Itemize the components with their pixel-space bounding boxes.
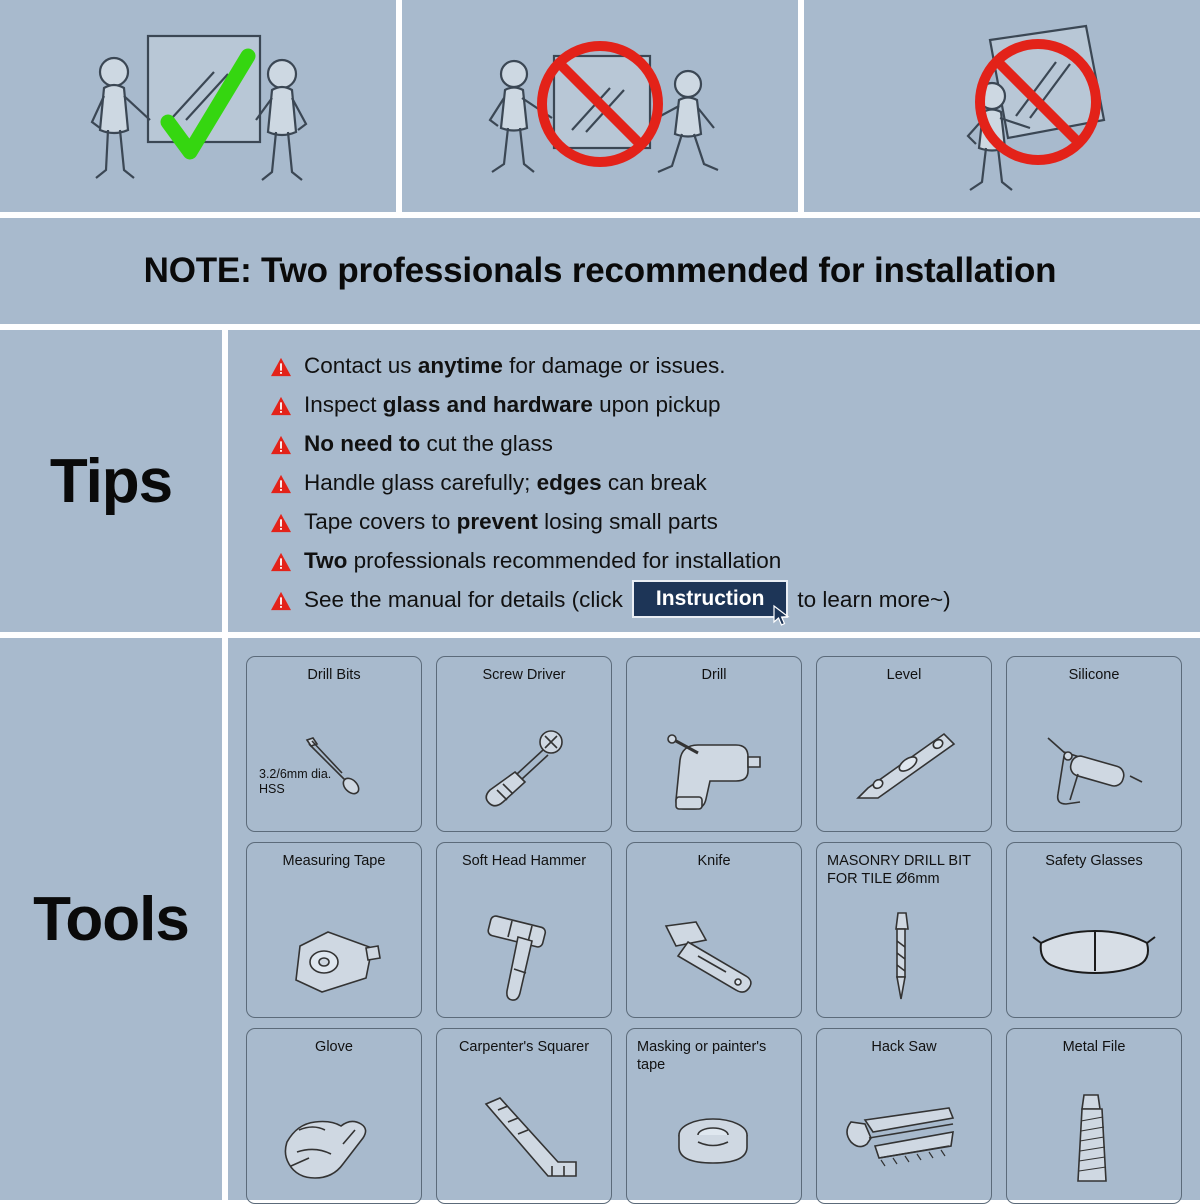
tool-card-drill-bits <box>246 656 422 832</box>
tip-text-pre: Inspect <box>304 391 383 417</box>
tips-label: Tips <box>49 446 173 516</box>
tip-text-post: losing small parts <box>537 508 718 534</box>
tool-card-metal-file <box>1006 1028 1182 1204</box>
safety-glasses-icon <box>1007 899 1181 1011</box>
tools-section <box>0 638 1200 1200</box>
tool-title: Drill <box>701 667 727 683</box>
list-item-instruction <box>270 580 1180 619</box>
instruction-tip-post: to learn more~) <box>797 586 951 612</box>
tools-grid-cell <box>228 638 1200 1200</box>
tip-text-post: for damage or issues. <box>502 352 726 378</box>
instruction-tip-pre: See the manual for details (click <box>304 586 623 612</box>
two-person-drag-illustration <box>402 0 798 212</box>
hack-saw-icon <box>817 1085 991 1197</box>
tip-text-post: professionals recommended for installation <box>347 547 782 573</box>
tips-section <box>0 330 1200 632</box>
masking-tape-icon <box>627 1085 801 1197</box>
tip-text-bold: No need to <box>304 430 421 456</box>
warning-icon <box>270 474 292 494</box>
tool-title: Screw Driver <box>482 667 566 683</box>
illustration-panel-row <box>0 0 1200 212</box>
tip-text-post: cut the glass <box>420 430 553 456</box>
note-text: NOTE: Two professionals recommended for installation <box>143 251 1057 290</box>
tool-title: MASONRY DRILL BIT FOR TILE Ø6mm <box>827 853 971 888</box>
tip-text-bold: glass and hardware <box>382 391 593 417</box>
tool-title: Metal File <box>1062 1039 1126 1055</box>
carpenter-square-icon <box>437 1085 611 1197</box>
spirit-level-icon <box>817 713 991 825</box>
tip-text-pre: Handle glass carefully; <box>304 469 537 495</box>
two-person-carry-illustration <box>0 0 396 212</box>
tool-title: Carpenter's Squarer <box>458 1039 590 1055</box>
power-drill-icon <box>627 713 801 825</box>
warning-icon <box>270 435 292 455</box>
masonry-drill-bit-icon <box>817 899 991 1011</box>
tools-label: Tools <box>33 884 189 954</box>
instruction-button-label: Instruction <box>655 586 765 610</box>
list-item <box>270 502 1180 541</box>
list-item <box>270 385 1180 424</box>
tool-card-hack-saw <box>816 1028 992 1204</box>
tool-title: Safety Glasses <box>1045 853 1143 869</box>
warning-icon <box>270 513 292 533</box>
metal-file-icon <box>1007 1085 1181 1197</box>
tip-text-bold: Two <box>304 547 348 573</box>
tips-label-cell <box>0 330 222 632</box>
tool-card-screw-driver <box>436 656 612 832</box>
list-item <box>270 463 1180 502</box>
warning-icon <box>270 396 292 416</box>
tip-text-pre: Contact us <box>304 352 418 378</box>
tools-label-cell <box>0 638 222 1200</box>
soft-head-hammer-icon <box>437 899 611 1011</box>
tool-card-soft-head-hammer <box>436 842 612 1018</box>
tip-text-bold: prevent <box>456 508 538 534</box>
instruction-button[interactable] <box>632 580 789 618</box>
tool-subtitle: 3.2/6mm dia. HSS <box>259 767 332 796</box>
tool-card-carpenter-square <box>436 1028 612 1204</box>
cursor-icon <box>772 605 792 627</box>
tool-card-masking-tape <box>626 1028 802 1204</box>
tool-title: Soft Head Hammer <box>461 853 587 869</box>
list-item <box>270 541 1180 580</box>
panel-one-person-carry-incorrect <box>804 0 1200 212</box>
tool-title: Silicone <box>1068 667 1120 683</box>
tool-card-level <box>816 656 992 832</box>
tool-title: Knife <box>697 853 731 869</box>
measuring-tape-icon <box>247 899 421 1011</box>
list-item <box>270 346 1180 385</box>
warning-icon <box>270 552 292 572</box>
glove-icon <box>247 1085 421 1197</box>
one-person-carry-illustration <box>804 0 1200 212</box>
tool-card-safety-glasses <box>1006 842 1182 1018</box>
list-item <box>270 424 1180 463</box>
tool-title: Hack Saw <box>871 1039 937 1055</box>
screwdriver-icon <box>437 713 611 825</box>
utility-knife-icon <box>627 899 801 1011</box>
tool-title: Measuring Tape <box>282 853 386 869</box>
tool-title: Level <box>886 667 922 683</box>
tool-title: Masking or painter's tape <box>637 1039 767 1074</box>
tool-card-knife <box>626 842 802 1018</box>
tool-card-drill <box>626 656 802 832</box>
tool-card-silicone <box>1006 656 1182 832</box>
tips-list <box>228 330 1200 632</box>
panel-two-person-drag-incorrect <box>402 0 798 212</box>
tool-card-masonry-drill-bit <box>816 842 992 1018</box>
tip-text-bold: edges <box>536 469 602 495</box>
caulking-gun-icon <box>1007 713 1181 825</box>
warning-icon <box>270 591 292 611</box>
tool-card-measuring-tape <box>246 842 422 1018</box>
tip-text-post: can break <box>601 469 707 495</box>
tool-card-glove <box>246 1028 422 1204</box>
tip-text-pre: Tape covers to <box>304 508 457 534</box>
warning-icon <box>270 357 292 377</box>
tip-text-bold: anytime <box>417 352 503 378</box>
tool-title: Glove <box>315 1039 353 1055</box>
tools-grid <box>246 656 1182 1204</box>
tip-text-post: upon pickup <box>592 391 721 417</box>
tool-title: Drill Bits <box>307 667 361 683</box>
panel-two-person-carry-correct <box>0 0 396 212</box>
note-bar <box>0 218 1200 324</box>
